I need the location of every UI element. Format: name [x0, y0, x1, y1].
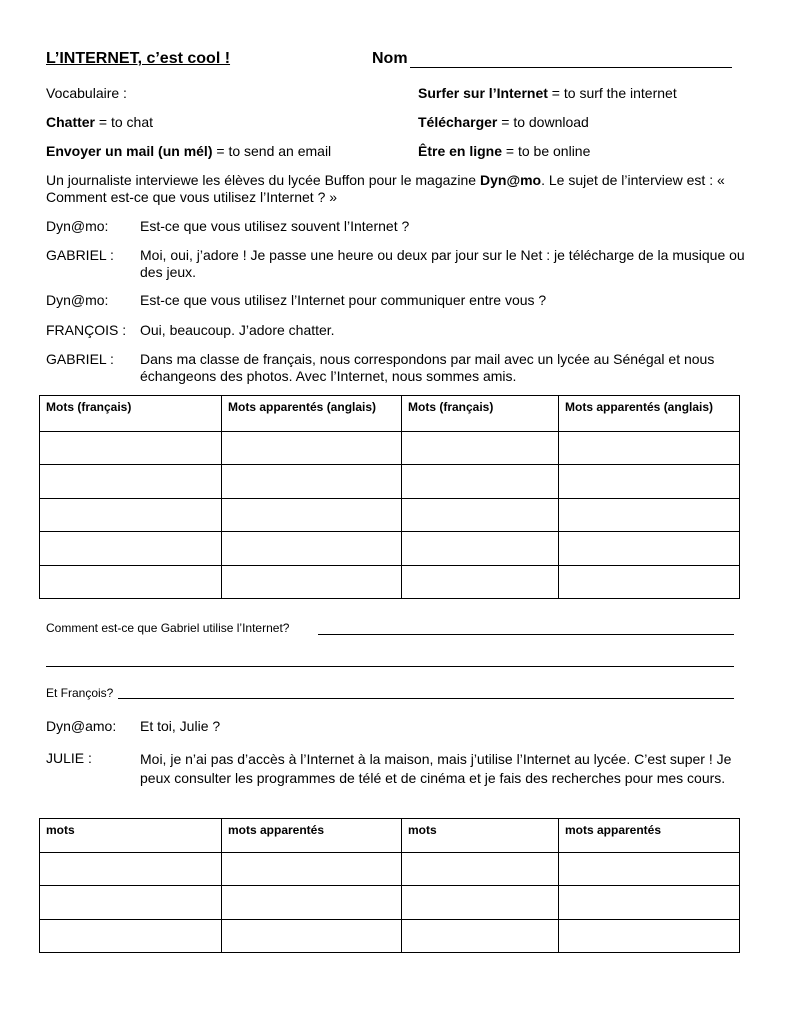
speaker-label: Dyn@mo: [46, 292, 109, 308]
table-cell[interactable] [559, 465, 740, 499]
name-label: Nom [372, 50, 408, 67]
dialogue-line: Moi, oui, j’adore ! Je passe une heure ou deux par jour sur le Net : je télécharge de la musique ou des jeux. [140, 247, 745, 280]
table-cell[interactable] [402, 465, 559, 499]
table-cell[interactable] [40, 532, 222, 566]
dialogue-line: Oui, beaucoup. J’adore chatter. [140, 322, 335, 338]
table-cell[interactable] [40, 886, 222, 920]
table-cell[interactable] [222, 566, 402, 599]
dialogue-line: Est-ce que vous utilisez souvent l’Internet ? [140, 218, 410, 234]
table-row [40, 920, 740, 953]
table-cell[interactable] [40, 499, 222, 532]
dialogue-line: Et toi, Julie ? [140, 718, 221, 734]
table-row [40, 853, 740, 886]
table-row [40, 465, 740, 499]
table-cell[interactable] [559, 499, 740, 532]
table-cell[interactable] [402, 920, 559, 953]
table-cell[interactable] [222, 465, 402, 499]
speaker-label: Dyn@mo: [46, 218, 109, 234]
table-header: Mots (français) [402, 396, 559, 432]
table-cell[interactable] [40, 566, 222, 599]
table-cell[interactable] [40, 465, 222, 499]
table-row [40, 499, 740, 532]
vocab-item-surfer: Surfer sur l’Internet = to surf the internet [418, 85, 677, 101]
table-row [40, 432, 740, 465]
table-header: Mots apparentés (anglais) [222, 396, 402, 432]
dialogue-line: Moi, je n’ai pas d’accès à l’Internet à la maison, mais j’utilise l’Internet au lycée. C’est super ! Je peux consulter les programmes de télé et de cinéma et je fais des recherches pour mes cours. [140, 751, 732, 786]
table-cell[interactable] [559, 853, 740, 886]
vocab-item-envoyer: Envoyer un mail (un mél) = to send an email [46, 143, 332, 159]
table-header: mots apparentés [559, 819, 740, 853]
vocab-item-etre-en-ligne: Être en ligne = to be online [418, 143, 591, 159]
speaker-label: GABRIEL : [46, 247, 114, 263]
table-cell[interactable] [40, 920, 222, 953]
table-cell[interactable] [402, 853, 559, 886]
speaker-label: FRANÇOIS : [46, 322, 127, 338]
question-francois: Et François? [46, 686, 114, 700]
table-cell[interactable] [222, 886, 402, 920]
table-header: mots apparentés [222, 819, 402, 853]
speaker-label: Dyn@amo: [46, 718, 117, 734]
answer-line[interactable] [118, 698, 734, 699]
table-cell[interactable] [222, 432, 402, 465]
table-cell[interactable] [559, 886, 740, 920]
table-row [40, 886, 740, 920]
table-cell[interactable] [40, 432, 222, 465]
vocab-item-telecharger: Télécharger = to download [418, 114, 589, 130]
vocab-heading: Vocabulaire : [46, 85, 127, 101]
table-row [40, 532, 740, 566]
table-cell[interactable] [40, 853, 222, 886]
table-header: mots [402, 819, 559, 853]
table-cell[interactable] [402, 532, 559, 566]
answer-line[interactable] [46, 666, 734, 667]
question-gabriel: Comment est-ce que Gabriel utilise l’Internet? [46, 621, 290, 635]
cognates-table-2 [39, 818, 740, 953]
table-header: Mots apparentés (anglais) [559, 396, 740, 432]
table-header: Mots (français) [40, 396, 222, 432]
speaker-label: GABRIEL : [46, 351, 114, 367]
table-cell[interactable] [222, 499, 402, 532]
dialogue-line: Est-ce que vous utilisez l’Internet pour communiquer entre vous ? [140, 292, 547, 308]
table-cell[interactable] [402, 566, 559, 599]
table-cell[interactable] [559, 566, 740, 599]
table-cell[interactable] [222, 532, 402, 566]
answer-line[interactable] [318, 634, 734, 635]
table-cell[interactable] [402, 432, 559, 465]
speaker-label: JULIE : [46, 750, 92, 766]
table-cell[interactable] [222, 920, 402, 953]
table-row [40, 566, 740, 599]
name-field-line[interactable] [410, 67, 732, 68]
table-cell[interactable] [222, 853, 402, 886]
table-cell[interactable] [559, 920, 740, 953]
cognates-table-1 [39, 395, 740, 599]
table-cell[interactable] [402, 886, 559, 920]
intro-paragraph: Un journaliste interviewe les élèves du lycée Buffon pour le magazine Dyn@mo. Le sujet de l’interview est : « Comment est-ce que vous utilisez l’Internet ? » [46, 172, 725, 205]
table-cell[interactable] [559, 532, 740, 566]
table-cell[interactable] [559, 432, 740, 465]
table-header: mots [40, 819, 222, 853]
vocab-item-chatter: Chatter = to chat [46, 114, 153, 130]
dialogue-line: Dans ma classe de français, nous correspondons par mail avec un lycée au Sénégal et nous échangeons des photos. Avec l’Internet, nous sommes amis. [140, 351, 715, 384]
table-cell[interactable] [402, 499, 559, 532]
page-title: L’INTERNET, c’est cool ! [46, 50, 231, 67]
